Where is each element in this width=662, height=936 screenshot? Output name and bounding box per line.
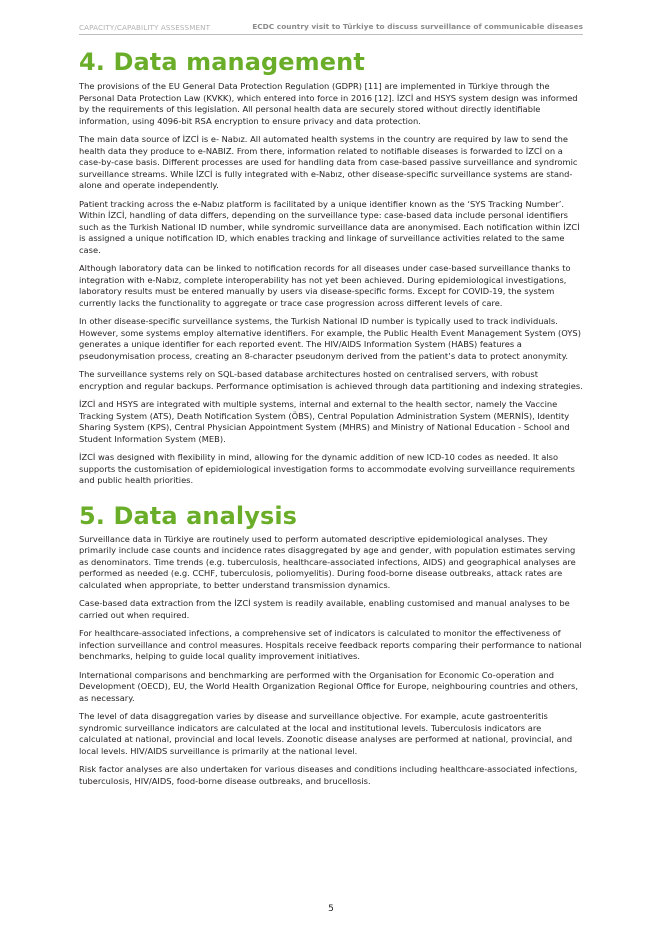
paragraph: Case-based data extraction from the İZCİ system is readily available, enabling customised and manual analyses to be carried out when required. (79, 598, 570, 620)
header-divider (79, 34, 583, 35)
page-header (79, 20, 583, 36)
page-number: 5 (328, 904, 334, 914)
paragraph: The level of data disaggregation varies by disease and surveillance objective. For example, acute gastroenteritis syndromic surveillance indicators are calculated at the local and institutional levels. Tuberculosis indicators are calculated at national, provincial and local levels. Zoonotic disease analyses are performed at national, provincial, and local levels. HIV/AIDS surveillance is primarily at the national level. (79, 711, 573, 756)
paragraph: İZCİ and HSYS are integrated with multiple systems, internal and external to the health sector, namely the Vaccine Tracking System (ATS), Death Notification System (ÖBS), Central Population Administration System (MERNİS), Identity Sharing System (KPS), Central Physician Appointment System (MHRS) and Ministry of National Education - School and Student Information System (MEB). (79, 399, 570, 444)
section-heading: 4. Data management (79, 48, 365, 76)
paragraph: Surveillance data in Türkiye are routinely used to perform automated descriptive epidemiological analyses. They primarily include case counts and incidence rates disaggregated by age and gender, with population estimates serving as denominators. Time trends (e.g. tuberculosis, healthcare-associated infections, AIDS) and geographical analyses are performed as needed (e.g. CCHF, tuberculosis, poliomyelitis). During food-borne disease outbreaks, attack rates are calculated when appropriate, to better understand transmission dynamics. (79, 533, 576, 590)
paragraph: In other disease-specific surveillance systems, the Turkish National ID number is typically used to track individuals. However, some systems employ alternative identifiers. For example, the Public Health Event Management System (OYS) generates a unique identifier for each reported event. The HIV/AIDS Information System (HABS) features a pseudonymisation process, creating an 8-character pseudonym derived from the patient’s data to protect anonymity. (79, 316, 581, 361)
section-heading: 5. Data analysis (79, 501, 298, 530)
paragraph: International comparisons and benchmarking are performed with the Organisation for Economic Co-operation and Development (OECD), EU, the World Health Organization Regional Office for Europe, neighbouring countries and others, as necessary. (79, 669, 578, 703)
paragraph: İZCİ was designed with flexibility in mind, allowing for the dynamic addition of new ICD-10 codes as needed. It also supports the customisation of epidemiological investigation forms to accommodate evolving surveillance requirements and public health priorities. (79, 452, 575, 485)
paragraph: The provisions of the EU General Data Protection Regulation (GDPR) [11] are implemented in Türkiye through the Personal Data Protection Law (KVKK), which entered into force in 2016 [12]. İZCİ and HSYS system design was informed by the requirements of this legislation. All personal health data are securely stored without directly identifiable information, using 4096-bit RSA encryption to ensure privacy and data protection. (79, 81, 578, 126)
paragraph: Patient tracking across the e-Nabız platform is facilitated by a unique identifier known as the ‘SYS Tracking Number’. Within İZCİ, handling of data differs, depending on the surveillance type: case-based data include personal identifiers such as the Turkish National ID number, while syndromic surveillance data are anonymised. Each notification within İZCİ is assigned a unique notification ID, which enables tracking and linkage of surveillance activities related to the same case. (79, 198, 580, 255)
header-document-title: ECDC country visit to Türkiye to discuss surveillance of communicable diseases (252, 22, 583, 31)
paragraph: Although laboratory data can be linked to notification records for all diseases under case-based surveillance thanks to integration with e-Nabız, complete interoperability has not yet been achieved. During epidemiological investigations, laboratory results must be entered manually by users via disease-specific forms. Except for COVID-19, the system currently lacks the functionality to aggregate or trace case progression across different levels of care. (79, 263, 571, 308)
paragraph: The surveillance systems rely on SQL-based database architectures hosted on centralised servers, with robust encryption and regular backups. Performance optimisation is achieved through data partitioning and indexing strategies. (79, 369, 583, 391)
header-section-label: CAPACITY/CAPABILITY ASSESSMENT (79, 23, 211, 32)
page-content (79, 47, 585, 794)
section-data-management (79, 47, 585, 487)
section-data-analysis (79, 501, 585, 788)
paragraph: The main data source of İZCİ is e- Nabız. All automated health systems in the country are required by law to send the health data they produce to e-NABIZ. From there, information related to notifiable diseases is forwarded to İZCİ on a case-by-case basis. Different processes are used for handling data from case-based passive surveillance and syndromic surveillance streams. While İZCİ is fully integrated with e-Nabız, other disease-specific surveillance systems are stand-alone and operate independently. (79, 134, 578, 190)
paragraph: Risk factor analyses are also undertaken for various diseases and conditions including healthcare-associated infections, tuberculosis, HIV/AIDS, food-borne disease outbreaks, and brucellosis. (79, 764, 578, 786)
paragraph: For healthcare-associated infections, a comprehensive set of indicators is calculated to monitor the effectiveness of infection surveillance and control measures. Hospitals receive feedback reports comparing their performance to national benchmarks, helping to guide local quality improvement initiatives. (79, 628, 582, 661)
